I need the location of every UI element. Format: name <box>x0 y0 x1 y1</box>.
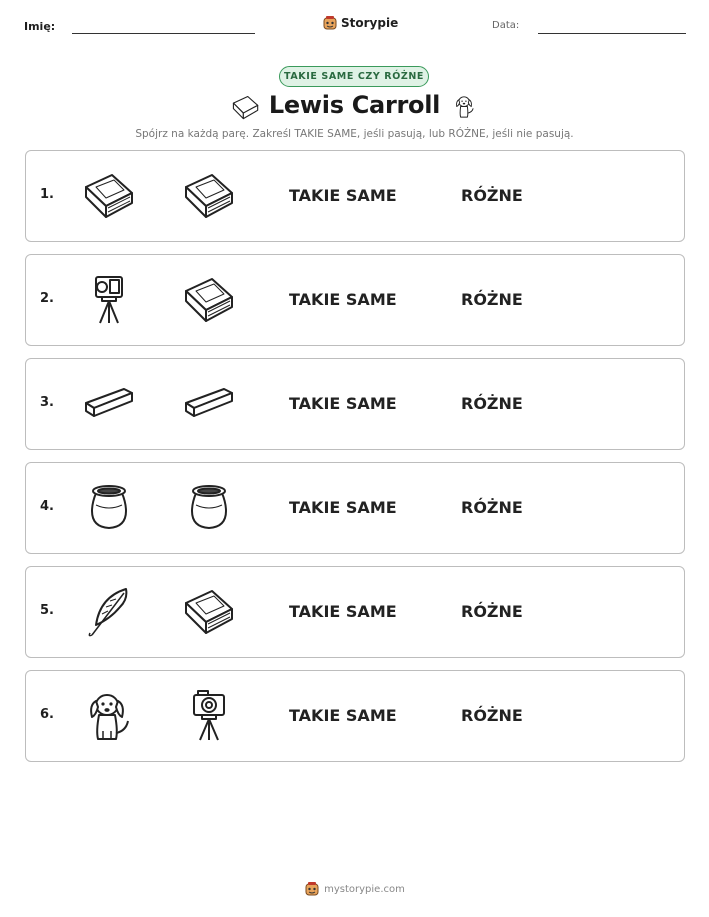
row-number: 1. <box>40 187 54 202</box>
feather-icon <box>80 585 138 639</box>
row-number: 3. <box>40 395 54 410</box>
book-icon <box>180 585 238 639</box>
comparison-row <box>25 150 685 242</box>
dog-icon <box>450 90 478 122</box>
eraser-icon <box>180 377 238 431</box>
footer-url[interactable]: mystorypie.com <box>324 883 405 895</box>
row-number: 4. <box>40 499 54 514</box>
option-same[interactable]: TAKIE SAME <box>289 290 397 309</box>
comparison-row <box>25 462 685 554</box>
brand-name: Storypie <box>341 16 399 30</box>
name-field[interactable] <box>72 33 255 34</box>
footer <box>0 880 709 898</box>
row-number: 6. <box>40 707 54 722</box>
row-number: 2. <box>40 291 54 306</box>
option-same[interactable]: TAKIE SAME <box>289 186 397 205</box>
option-different[interactable]: RÓŻNE <box>461 498 523 517</box>
worksheet-type-badge: TAKIE SAME CZY RÓŻNE <box>279 66 429 87</box>
option-same[interactable]: TAKIE SAME <box>289 498 397 517</box>
worksheet-header <box>0 14 709 44</box>
pot-icon <box>180 481 238 535</box>
storypie-logo-icon <box>304 881 320 897</box>
option-same[interactable]: TAKIE SAME <box>289 706 397 725</box>
comparison-row <box>25 358 685 450</box>
comparison-row <box>25 254 685 346</box>
book-icon <box>180 273 238 327</box>
option-different[interactable]: RÓŻNE <box>461 706 523 725</box>
option-same[interactable]: TAKIE SAME <box>289 602 397 621</box>
option-different[interactable]: RÓŻNE <box>461 290 523 309</box>
date-label: Data: <box>492 20 520 31</box>
page-title: Lewis Carroll <box>268 91 441 119</box>
instructions: Spójrz na każdą parę. Zakreśl TAKIE SAME, jeśli pasują, lub RÓŻNE, jeśli nie pasują. <box>135 128 574 140</box>
title-row <box>0 90 709 124</box>
option-different[interactable]: RÓŻNE <box>461 186 523 205</box>
storypie-logo-icon <box>322 15 338 31</box>
comparison-row <box>25 566 685 658</box>
dog-icon <box>80 689 138 743</box>
book-icon <box>180 169 238 223</box>
camera-icon <box>180 689 238 743</box>
camera-icon <box>80 273 138 327</box>
row-number: 5. <box>40 603 54 618</box>
pot-icon <box>80 481 138 535</box>
option-different[interactable]: RÓŻNE <box>461 602 523 621</box>
name-label: Imię: <box>24 20 56 33</box>
date-field[interactable] <box>538 33 686 34</box>
option-different[interactable]: RÓŻNE <box>461 394 523 413</box>
comparison-row <box>25 670 685 762</box>
option-same[interactable]: TAKIE SAME <box>289 394 397 413</box>
brand-logo <box>322 14 398 32</box>
eraser-icon <box>80 377 138 431</box>
book-icon <box>80 169 138 223</box>
